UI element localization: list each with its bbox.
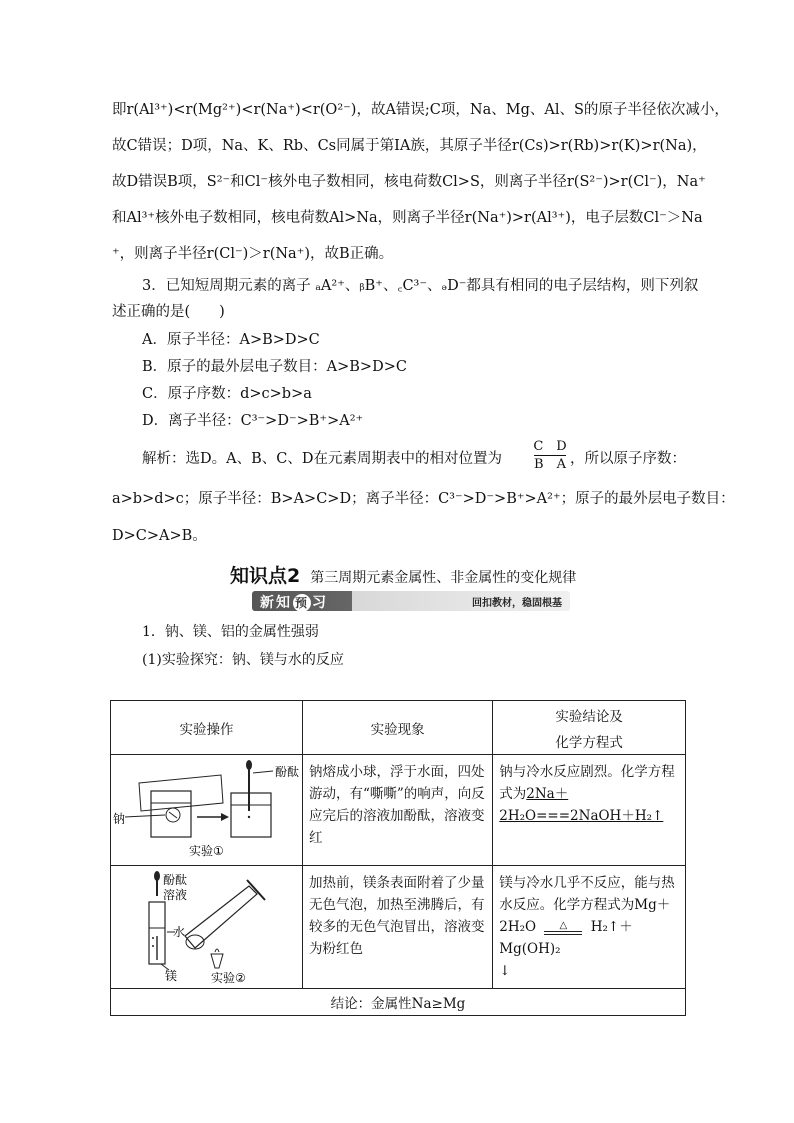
table-row: [111, 866, 686, 989]
experiment-table: [110, 700, 686, 1016]
paragraph-line-4: 和Al³⁺核外电子数相同，核电荷数Al>Na，则离子半径r(Na⁺)>r(Al³⁺)，电子层数Cl⁻＞Na: [112, 210, 703, 226]
header-phenomenon: 实验现象: [302, 701, 492, 755]
paragraph-line-1: 即r(Al³⁺)<r(Mg²⁺)<r(Na⁺)<r(O²⁻)，故A错误;C项，Na、Mg、Al、S的原子半径依次减小，: [112, 102, 729, 118]
paragraph-line-3: 故D错误B项，S²⁻和Cl⁻核外电子数相同，核电荷数Cl>S，则离子半径r(S²⁻)>r(Cl⁻)，Na⁺: [112, 174, 706, 190]
banner-label: 新知 预 习: [260, 595, 328, 611]
banner-tagline: 回扣教材，稳固根基: [472, 598, 562, 609]
table-header-row: [111, 701, 686, 755]
label-experiment-2: 实验②: [211, 971, 246, 985]
question-stem-line-2: 述正确的是( ): [112, 304, 225, 320]
magnesium-water-experiment-drawing: [111, 866, 301, 986]
label-solution: 溶液: [163, 888, 188, 902]
header-operation: 实验操作: [111, 701, 303, 755]
analysis-line-1-after: ，所以原子序数：: [570, 451, 686, 467]
experiment-1-phenomenon: 钠熔成小球，浮于水面，四处游动，有“嘶嘶”的响声，向反应完后的溶液加酚酞，溶液变红: [302, 755, 492, 866]
label-water: 水: [173, 925, 186, 939]
section-heading: [230, 561, 576, 588]
experiment-2-phenomenon: 加热前，镁条表面附着了少量无色气泡，加热至沸腾后，有较多的无色气泡冒出，溶液变为粉红色: [302, 866, 492, 989]
label-sodium: 钠: [113, 812, 126, 826]
paragraph-line-2: 故C错误；D项，Na、K、Rb、Cs同属于第ⅠA族，其原子半径r(Cs)>r(Rb)>r(K)>r(Na)，: [112, 138, 707, 154]
table-row: [111, 755, 686, 866]
fraction-top: C D: [533, 439, 567, 454]
equation-sodium-water: 2Na＋2H₂O===2NaOH＋H₂↑: [499, 786, 664, 824]
experiment-1-conclusion: 钠与冷水反应剧烈。化学方程式为2Na＋2H₂O===2NaOH＋H₂↑: [493, 755, 686, 866]
conclusion-cell: 结论：金属性Na≥Mg: [111, 989, 686, 1016]
label-magnesium: 镁: [165, 969, 178, 983]
analysis-line-1: 解析：选D。A、B、C、D在元素周期表中的相对位置为: [142, 451, 502, 467]
option-c: C．原子序数：d>c>b>a: [142, 386, 312, 402]
experiment-2-illustration: [111, 866, 303, 989]
table-conclusion-row: [111, 989, 686, 1016]
section-title: 知识点2: [230, 565, 301, 587]
label-phenolphthalein-2: 酚酞: [163, 873, 188, 887]
option-a: A．原子半径：A>B>D>C: [142, 332, 320, 348]
preview-banner: [252, 591, 570, 611]
item-1-subheading: (1)实验探究：钠、镁与水的反应: [142, 652, 344, 668]
position-fraction: [532, 438, 568, 473]
fraction-bottom: B A: [534, 457, 566, 472]
item-1-heading: 1．钠、镁、铝的金属性强弱: [142, 624, 319, 640]
label-experiment-1: 实验①: [189, 844, 224, 858]
option-b: B．原子的最外层电子数目：A>B>D>C: [142, 359, 407, 375]
experiment-2-conclusion: 镁与冷水几乎不反应，能与热水反应。化学方程式为Mg＋ 2H₂O △ H₂↑＋Mg(OH)₂ ↓: [493, 866, 686, 989]
sodium-water-experiment-drawing: [111, 755, 301, 865]
option-d: D．离子半径：C³⁻>D⁻>B⁺>A²⁺: [142, 413, 364, 429]
question-stem-line-1: 3．已知短周期元素的离子 ₐA²⁺、ᵦB⁺、꜀C³⁻、ₔD⁻都具有相同的电子层结构，则下列叙: [142, 278, 699, 294]
section-subtitle: 第三周期元素金属性、非金属性的变化规律: [310, 570, 577, 586]
analysis-line-2: a>b>d>c；原子半径：B>A>C>D；离子半径：C³⁻>D⁻>B⁺>A²⁺；原子的最外层电子数目：: [112, 491, 735, 507]
paragraph-line-5: ⁺，则离子半径r(Cl⁻)＞r(Na⁺)，故B正确。: [112, 246, 394, 262]
header-conclusion: 实验结论及 化学方程式: [493, 701, 686, 755]
analysis-line-3: D>C>A>B。: [112, 528, 207, 544]
label-phenolphthalein: 酚酞: [275, 765, 300, 779]
heat-condition-arrow: △: [544, 921, 582, 935]
experiment-1-illustration: [111, 755, 303, 866]
